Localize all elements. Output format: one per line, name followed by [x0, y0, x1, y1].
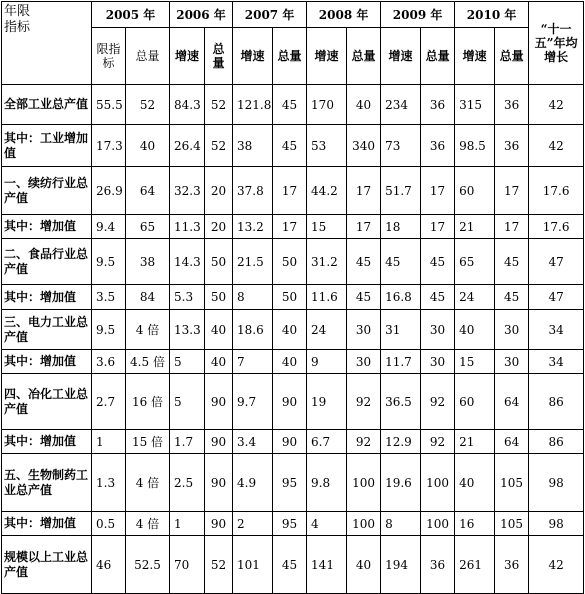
table-cell: 340	[347, 125, 381, 167]
table-cell: 17	[347, 167, 381, 215]
table-cell: 84.3	[170, 85, 205, 125]
table-cell: 30	[421, 310, 455, 350]
table-cell: 15	[307, 215, 347, 239]
table-cell: 42	[529, 536, 584, 594]
table-row	[2, 430, 584, 454]
table-cell: 65	[455, 239, 495, 285]
table-cell: 9.5	[92, 310, 126, 350]
table-cell: 17.6	[529, 215, 584, 239]
year-2007: 2007 年	[233, 2, 307, 28]
row-label: 一、续纺行业总产值	[2, 167, 92, 215]
corner-line-2: 指标	[4, 20, 31, 35]
table-cell: 19.6	[381, 454, 421, 512]
row-label: 四、冶化工业总产值	[2, 374, 92, 430]
table-cell: 0.5	[92, 512, 126, 536]
table-cell: 86	[529, 430, 584, 454]
table-row	[2, 536, 584, 594]
sub-2010-total: 总量	[495, 28, 529, 85]
table-cell: 90	[273, 430, 307, 454]
table-cell: 30	[495, 310, 529, 350]
table-cell: 73	[381, 125, 421, 167]
table-cell: 98	[529, 512, 584, 536]
table-cell: 36	[421, 536, 455, 594]
table-cell: 26.4	[170, 125, 205, 167]
table-cell: 17	[421, 167, 455, 215]
table-cell: 11.7	[381, 350, 421, 374]
table-cell: 52	[205, 125, 233, 167]
table-cell: 37.8	[233, 167, 273, 215]
table-cell: 50	[205, 239, 233, 285]
table-cell: 11.6	[307, 285, 347, 310]
table-cell: 17.3	[92, 125, 126, 167]
table-cell: 40	[347, 85, 381, 125]
table-cell: 45	[495, 239, 529, 285]
table-cell: 15	[455, 350, 495, 374]
table-cell: 4 倍	[126, 310, 170, 350]
table-cell: 315	[455, 85, 495, 125]
table-cell: 13.3	[170, 310, 205, 350]
table-cell: 47	[529, 285, 584, 310]
table-cell: 36	[421, 125, 455, 167]
table-cell: 101	[233, 536, 273, 594]
table-cell: 40	[347, 536, 381, 594]
table-cell: 98.5	[455, 125, 495, 167]
table-cell: 60	[455, 374, 495, 430]
table-cell: 86	[529, 374, 584, 430]
table-cell: 8	[233, 285, 273, 310]
table-cell: 52	[126, 85, 170, 125]
table-cell: 45	[421, 285, 455, 310]
table-cell: 17	[273, 167, 307, 215]
table-cell: 34	[529, 350, 584, 374]
table-cell: 5	[170, 350, 205, 374]
sub-2007-total: 总量	[273, 28, 307, 85]
table-cell: 5.3	[170, 285, 205, 310]
table-cell: 53	[307, 125, 347, 167]
table-cell: 21	[455, 430, 495, 454]
table-row	[2, 239, 584, 285]
row-label: 五、生物制药工业总产值	[2, 454, 92, 512]
table-cell: 52.5	[126, 536, 170, 594]
table-row	[2, 454, 584, 512]
table-cell: 17	[495, 215, 529, 239]
table-cell: 98	[529, 454, 584, 512]
table-cell: 52	[205, 85, 233, 125]
row-label: 其中：增加值	[2, 215, 92, 239]
table-cell: 141	[307, 536, 347, 594]
table-cell: 100	[347, 512, 381, 536]
table-cell: 1	[92, 430, 126, 454]
table-cell: 24	[455, 285, 495, 310]
row-label: 规模以上工业总产值	[2, 536, 92, 594]
table-cell: 14.3	[170, 239, 205, 285]
table-cell: 64	[495, 430, 529, 454]
table-cell: 90	[205, 374, 233, 430]
table-cell: 92	[421, 374, 455, 430]
row-label: 全部工业总产值	[2, 85, 92, 125]
table-cell: 26.9	[92, 167, 126, 215]
table-cell: 100	[421, 454, 455, 512]
table-cell: 17.6	[529, 167, 584, 215]
table-row	[2, 167, 584, 215]
table-cell: 40	[455, 454, 495, 512]
table-cell: 2	[233, 512, 273, 536]
table-cell: 65	[126, 215, 170, 239]
table-cell: 45	[273, 85, 307, 125]
table-cell: 9.5	[92, 239, 126, 285]
header-corner	[2, 2, 92, 85]
table-cell: 32.3	[170, 167, 205, 215]
sub-2010-growth: 增速	[455, 28, 495, 85]
table-cell: 40	[455, 310, 495, 350]
table-cell: 1.7	[170, 430, 205, 454]
table-cell: 3.5	[92, 285, 126, 310]
table-cell: 31.2	[307, 239, 347, 285]
table-cell: 9.7	[233, 374, 273, 430]
statistics-table	[1, 1, 584, 594]
table-cell: 92	[421, 430, 455, 454]
table-cell: 45	[347, 239, 381, 285]
table-cell: 17	[495, 167, 529, 215]
table-cell: 50	[273, 239, 307, 285]
table-cell: 17	[273, 215, 307, 239]
row-label: 其中：增加值	[2, 285, 92, 310]
table-row	[2, 374, 584, 430]
table-row	[2, 285, 584, 310]
table-cell: 45	[381, 239, 421, 285]
table-cell: 92	[347, 374, 381, 430]
row-label: 二、食品行业总产值	[2, 239, 92, 285]
row-label: 其中：增加值	[2, 430, 92, 454]
table-body	[2, 85, 584, 594]
table-cell: 44.2	[307, 167, 347, 215]
table-cell: 16 倍	[126, 374, 170, 430]
table-cell: 9.8	[307, 454, 347, 512]
table-cell: 105	[495, 454, 529, 512]
table-cell: 261	[455, 536, 495, 594]
table-cell: 45	[495, 285, 529, 310]
table-cell: 12.9	[381, 430, 421, 454]
table-cell: 4.5 倍	[126, 350, 170, 374]
table-cell: 34	[529, 310, 584, 350]
sub-2005-limit: 限指标	[92, 28, 126, 85]
table-cell: 42	[529, 85, 584, 125]
table-cell: 4.9	[233, 454, 273, 512]
row-label: 其中：增加值	[2, 350, 92, 374]
table-cell: 9	[307, 350, 347, 374]
table-cell: 15 倍	[126, 430, 170, 454]
table-cell: 100	[421, 512, 455, 536]
table-cell: 40	[126, 125, 170, 167]
table-cell: 64	[126, 167, 170, 215]
table-cell: 100	[347, 454, 381, 512]
table-cell: 36	[495, 125, 529, 167]
sub-2006-growth: 增速	[170, 28, 205, 85]
table-cell: 90	[205, 430, 233, 454]
table-cell: 95	[273, 454, 307, 512]
table-cell: 234	[381, 85, 421, 125]
year-2005: 2005 年	[92, 2, 170, 28]
table-cell: 8	[381, 512, 421, 536]
table-cell: 30	[347, 310, 381, 350]
sub-2009-total: 总量	[421, 28, 455, 85]
table-cell: 90	[273, 374, 307, 430]
table-row	[2, 215, 584, 239]
table-cell: 36.5	[381, 374, 421, 430]
table-cell: 92	[347, 430, 381, 454]
table-row	[2, 310, 584, 350]
table-cell: 2.5	[170, 454, 205, 512]
table-cell: 18.6	[233, 310, 273, 350]
table-cell: 6.7	[307, 430, 347, 454]
table-cell: 84	[126, 285, 170, 310]
row-label: 三、电力工业总产值	[2, 310, 92, 350]
table-cell: 45	[273, 125, 307, 167]
table-cell: 90	[205, 454, 233, 512]
table-row	[2, 125, 584, 167]
table-cell: 36	[421, 85, 455, 125]
table-cell: 36	[495, 85, 529, 125]
corner-line-1: 年限	[4, 4, 31, 19]
table-cell: 18	[381, 215, 421, 239]
table-cell: 45	[347, 285, 381, 310]
tenth-plan-header: “十一五”年均增长	[529, 2, 584, 85]
table-cell: 55.5	[92, 85, 126, 125]
table-row	[2, 350, 584, 374]
table-cell: 5	[170, 374, 205, 430]
table-cell: 64	[495, 374, 529, 430]
table-cell: 4 倍	[126, 512, 170, 536]
year-2006: 2006 年	[170, 2, 233, 28]
table-cell: 50	[273, 285, 307, 310]
sub-2006-total: 总量	[205, 28, 233, 85]
table-cell: 45	[273, 536, 307, 594]
table-cell: 2.7	[92, 374, 126, 430]
year-2009: 2009 年	[381, 2, 455, 28]
table-cell: 17	[421, 215, 455, 239]
table-cell: 90	[205, 512, 233, 536]
table-cell: 20	[205, 215, 233, 239]
table-cell: 16	[455, 512, 495, 536]
table-cell: 40	[205, 310, 233, 350]
table-cell: 17	[347, 215, 381, 239]
table-cell: 4	[307, 512, 347, 536]
table-cell: 24	[307, 310, 347, 350]
table-cell: 16.8	[381, 285, 421, 310]
sub-2009-growth: 增速	[381, 28, 421, 85]
table-cell: 194	[381, 536, 421, 594]
table-cell: 38	[233, 125, 273, 167]
table-cell: 40	[273, 310, 307, 350]
table-cell: 7	[233, 350, 273, 374]
table-cell: 9.4	[92, 215, 126, 239]
table-cell: 38	[126, 239, 170, 285]
table-cell: 31	[381, 310, 421, 350]
table-cell: 36	[495, 536, 529, 594]
table-cell: 51.7	[381, 167, 421, 215]
table-cell: 70	[170, 536, 205, 594]
table-cell: 95	[273, 512, 307, 536]
year-2010: 2010 年	[455, 2, 529, 28]
table-cell: 45	[421, 239, 455, 285]
table-cell: 3.6	[92, 350, 126, 374]
sub-2005-total: 总量	[126, 28, 170, 85]
table-cell: 46	[92, 536, 126, 594]
table-cell: 30	[495, 350, 529, 374]
sub-2008-total: 总量	[347, 28, 381, 85]
table-cell: 4 倍	[126, 454, 170, 512]
year-2008: 2008 年	[307, 2, 381, 28]
table-cell: 170	[307, 85, 347, 125]
table-cell: 20	[205, 167, 233, 215]
table-cell: 52	[205, 536, 233, 594]
table-cell: 30	[421, 350, 455, 374]
table-cell: 1.3	[92, 454, 126, 512]
row-label: 其中：工业增加值	[2, 125, 92, 167]
sub-2008-growth: 增速	[307, 28, 347, 85]
table-row	[2, 512, 584, 536]
table-cell: 40	[273, 350, 307, 374]
table-cell: 40	[205, 350, 233, 374]
row-label: 其中：增加值	[2, 512, 92, 536]
table-cell: 60	[455, 167, 495, 215]
sub-2007-growth: 增速	[233, 28, 273, 85]
table-cell: 21.5	[233, 239, 273, 285]
table-cell: 42	[529, 125, 584, 167]
table-cell: 19	[307, 374, 347, 430]
table-cell: 121.8	[233, 85, 273, 125]
table-cell: 47	[529, 239, 584, 285]
table-cell: 3.4	[233, 430, 273, 454]
table-cell: 50	[205, 285, 233, 310]
table-cell: 11.3	[170, 215, 205, 239]
table-cell: 1	[170, 512, 205, 536]
table-cell: 21	[455, 215, 495, 239]
table-cell: 105	[495, 512, 529, 536]
table-cell: 30	[347, 350, 381, 374]
table-row	[2, 85, 584, 125]
table-cell: 13.2	[233, 215, 273, 239]
